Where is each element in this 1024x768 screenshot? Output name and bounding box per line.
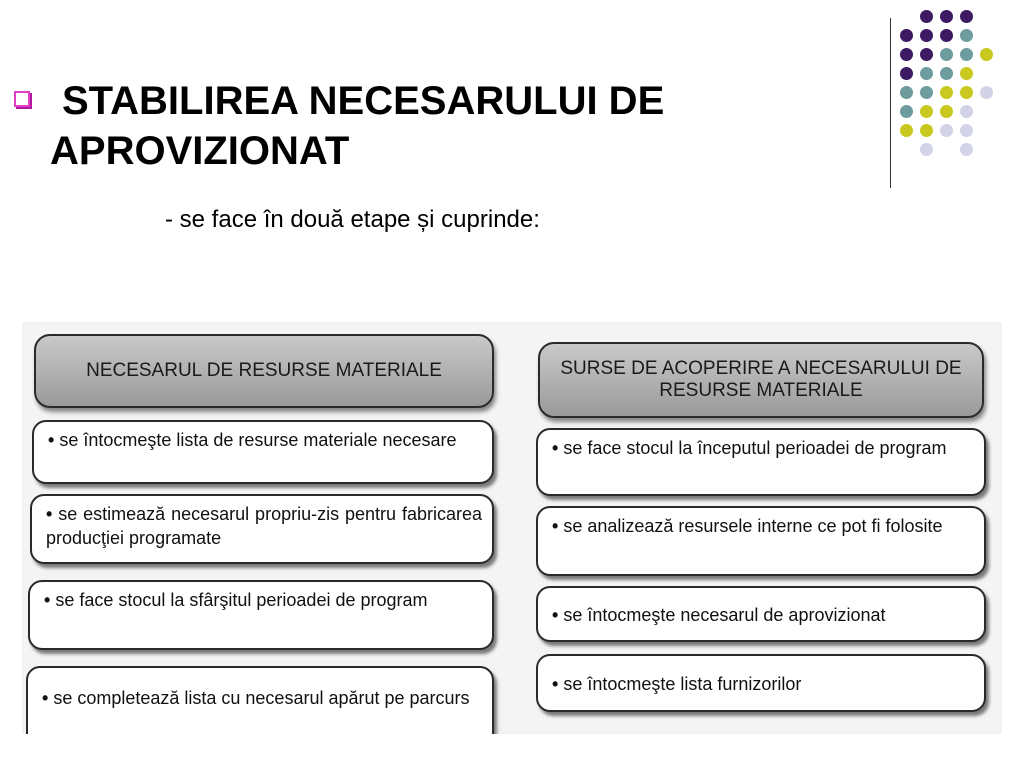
right-item-1-text: • se face stocul la începutul perioadei de program	[552, 436, 974, 460]
decorative-dot	[920, 143, 933, 156]
right-header-box: SURSE DE ACOPERIRE A NECESARULUI DE RESURSE MATERIALE	[538, 342, 984, 418]
left-header-box: NECESARUL DE RESURSE MATERIALE	[34, 334, 494, 408]
decorative-dot	[940, 67, 953, 80]
left-item-2-text: • se estimează necesarul propriu-zis pentru fabricarea producţiei programate	[46, 502, 482, 550]
left-item-1-text: • se întocmeşte lista de resurse materiale necesare	[48, 428, 482, 452]
decorative-dot	[900, 29, 913, 42]
decorative-dot	[940, 105, 953, 118]
decorative-dot	[960, 48, 973, 61]
decorative-dot	[940, 29, 953, 42]
right-item-4	[536, 654, 986, 712]
decorative-dot	[960, 124, 973, 137]
subtitle: - se face în două etape și cuprinde:	[165, 206, 540, 233]
right-item-2-text: • se analizează resursele interne ce pot fi folosite	[552, 514, 974, 538]
decorative-dot	[960, 86, 973, 99]
decorative-dot	[920, 105, 933, 118]
left-item-1	[32, 420, 494, 484]
decorative-dot	[900, 86, 913, 99]
decorative-dot	[940, 124, 953, 137]
decorative-dot	[900, 105, 913, 118]
decorative-dot-grid	[900, 10, 1010, 170]
decorative-dot	[920, 124, 933, 137]
decorative-dot	[900, 48, 913, 61]
title-line-1: STABILIREA NECESARULUI DE	[62, 79, 665, 123]
title-line-2: APROVIZIONAT	[50, 129, 350, 173]
left-item-4	[26, 666, 494, 734]
decorative-dot	[900, 124, 913, 137]
decorative-dot	[980, 48, 993, 61]
decorative-dot	[920, 86, 933, 99]
left-item-2	[30, 494, 494, 564]
page-title	[50, 76, 830, 176]
decorative-dot	[960, 67, 973, 80]
diagram-image	[22, 322, 1002, 734]
decorative-dot	[960, 143, 973, 156]
decorative-dot	[960, 29, 973, 42]
decorative-dot	[940, 48, 953, 61]
right-item-2	[536, 506, 986, 576]
square-bullet-icon	[14, 91, 30, 107]
divider-line	[890, 18, 891, 188]
decorative-dot	[900, 67, 913, 80]
decorative-dot	[920, 67, 933, 80]
decorative-dot	[920, 10, 933, 23]
right-item-3	[536, 586, 986, 642]
left-item-3	[28, 580, 494, 650]
right-item-3-text: • se întocmeşte necesarul de aprovizionat	[552, 603, 886, 627]
right-item-4-text: • se întocmeşte lista furnizorilor	[552, 672, 801, 696]
decorative-dot	[940, 10, 953, 23]
left-item-4-text: • se completează lista cu necesarul apărut pe parcurs	[42, 686, 482, 710]
decorative-dot	[940, 86, 953, 99]
decorative-dot	[920, 48, 933, 61]
right-item-1	[536, 428, 986, 496]
decorative-dot	[920, 29, 933, 42]
decorative-dot	[960, 105, 973, 118]
decorative-dot	[960, 10, 973, 23]
decorative-dot	[980, 86, 993, 99]
left-item-3-text: • se face stocul la sfârşitul perioadei de program	[44, 588, 482, 612]
